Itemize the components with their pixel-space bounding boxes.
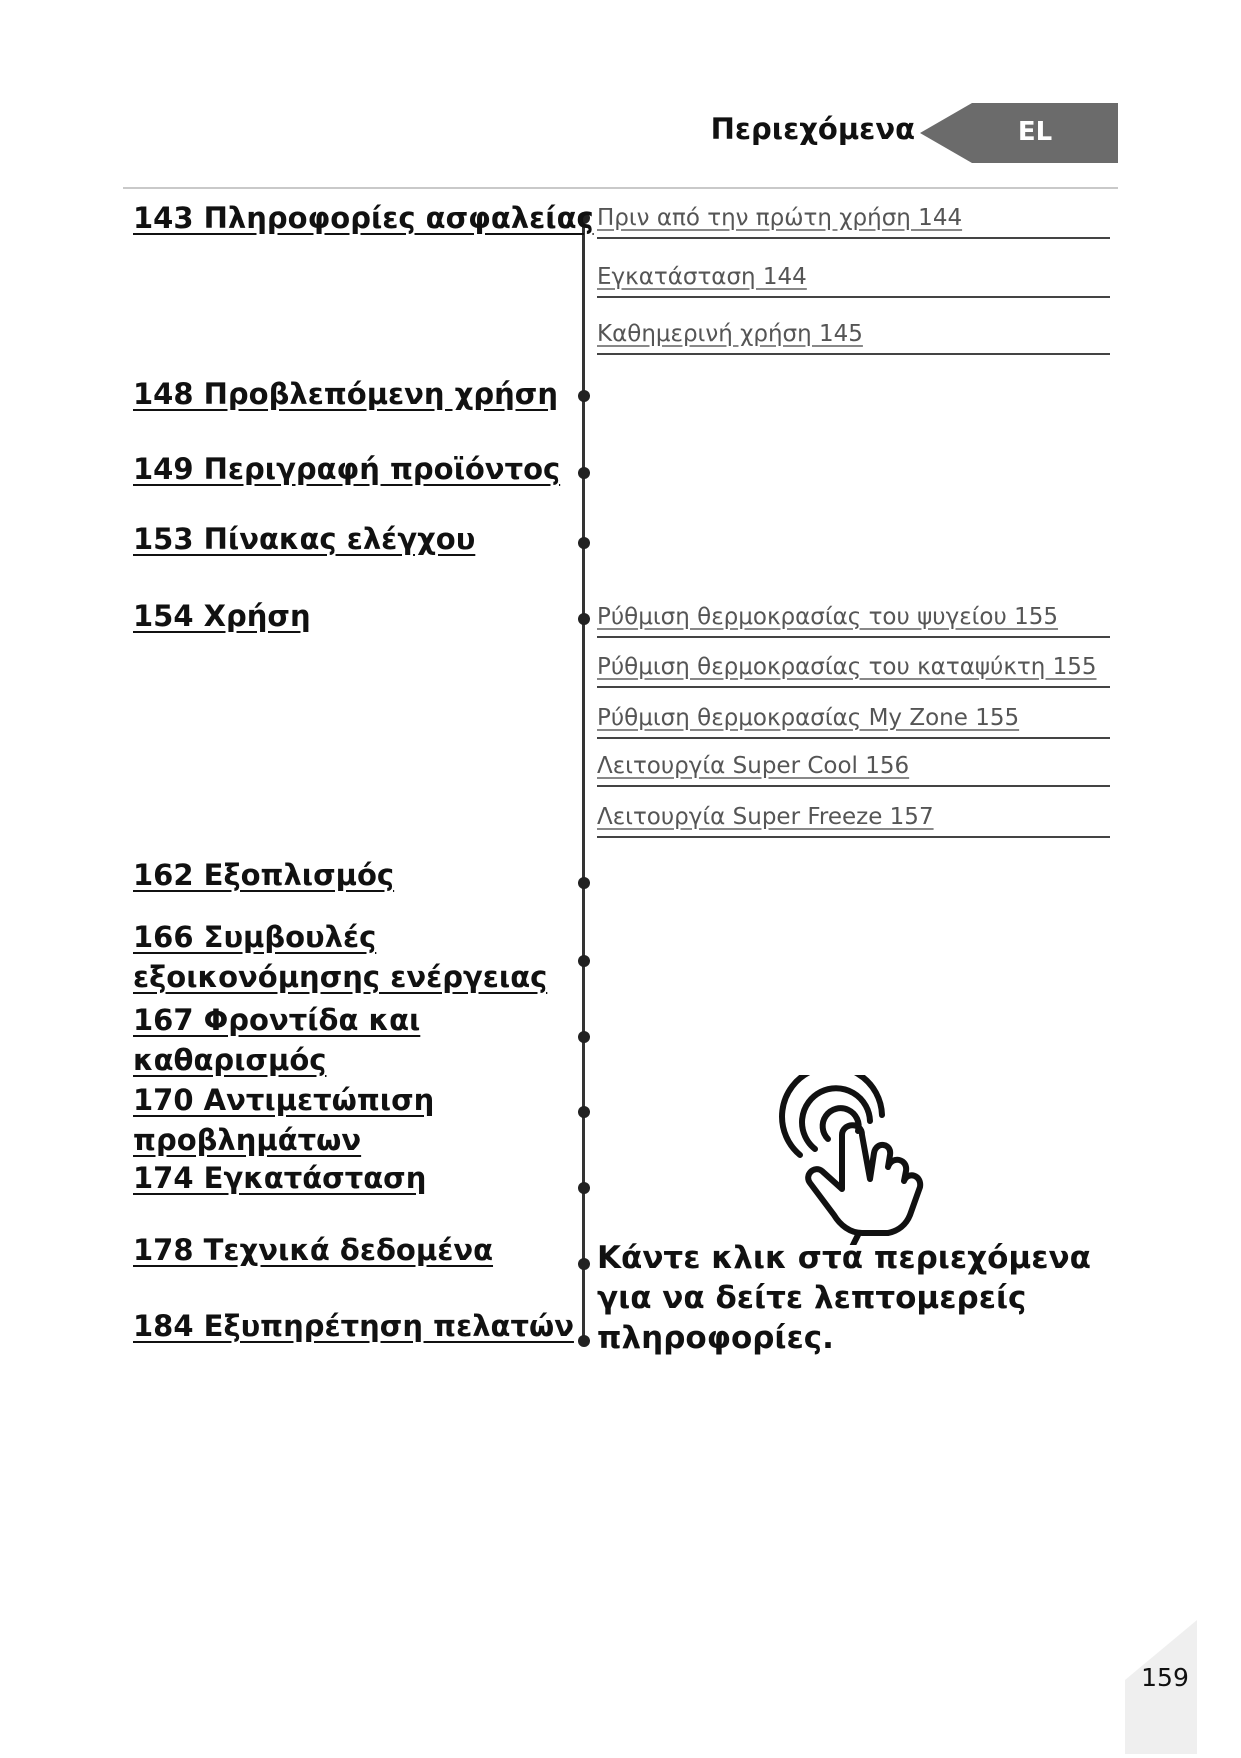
- toc-link-installation[interactable]: 174 Εγκατάσταση: [133, 1161, 427, 1195]
- toc-link-technical-data[interactable]: 178 Τεχνικά δεδομένα: [133, 1233, 494, 1267]
- toc-link-customer-service[interactable]: 184 Εξυπηρέτηση πελατών: [133, 1309, 574, 1343]
- toc-link-energy-saving[interactable]: 166 Συμβουλές εξοικονόμησης ενέργειας: [133, 920, 548, 994]
- language-label: EL: [1017, 117, 1053, 147]
- toc-sublink[interactable]: Πριν από την πρώτη χρήση 144: [597, 203, 1110, 239]
- toc-link-safety-information[interactable]: 143 Πληροφορίες ασφαλείας: [133, 201, 594, 235]
- toc-link-care-cleaning[interactable]: 167 Φροντίδα και καθαρισμός: [133, 1003, 421, 1077]
- timeline-node: [578, 1031, 590, 1043]
- toc-sublink[interactable]: Εγκατάσταση 144: [597, 262, 1110, 298]
- page-title: Περιεχόμενα: [710, 112, 915, 146]
- toc-link-troubleshooting[interactable]: 170 Αντιμετώπιση προβλημάτων: [133, 1083, 435, 1157]
- toc-link-control-panel[interactable]: 153 Πίνακας ελέγχου: [133, 522, 476, 556]
- toc-link-use[interactable]: 154 Χρήση: [133, 599, 311, 633]
- toc-link-product-description[interactable]: 149 Περιγραφή προϊόντος: [133, 452, 561, 486]
- toc-sublink[interactable]: Ρύθμιση θερμοκρασίας My Zone 155: [597, 703, 1110, 739]
- header-divider: [123, 187, 1118, 189]
- toc-link-intended-use[interactable]: 148 Προβλεπόμενη χρήση: [133, 377, 559, 411]
- click-hint-text: Κάντε κλικ στα περιεχόμενα για να δείτε λεπτομερείς πληροφορίες.: [597, 1240, 1091, 1356]
- timeline-node: [578, 955, 590, 967]
- toc-link-accessories[interactable]: 162 Εξοπλισμός: [133, 858, 395, 892]
- toc-sublink[interactable]: Ρύθμιση θερμοκρασίας του καταψύκτη 155: [597, 652, 1110, 688]
- tap-hand-icon: [770, 1075, 950, 1245]
- toc-sublink[interactable]: Καθημερινή χρήση 145: [597, 319, 1110, 355]
- toc-sublink[interactable]: Λειτουργία Super Cool 156: [597, 751, 1110, 787]
- page-number: 159: [1141, 1663, 1189, 1692]
- toc-sublink[interactable]: Ρύθμιση θερμοκρασίας του ψυγείου 155: [597, 602, 1110, 638]
- toc-sublink[interactable]: Λειτουργία Super Freeze 157: [597, 802, 1110, 838]
- timeline-node: [578, 1106, 590, 1118]
